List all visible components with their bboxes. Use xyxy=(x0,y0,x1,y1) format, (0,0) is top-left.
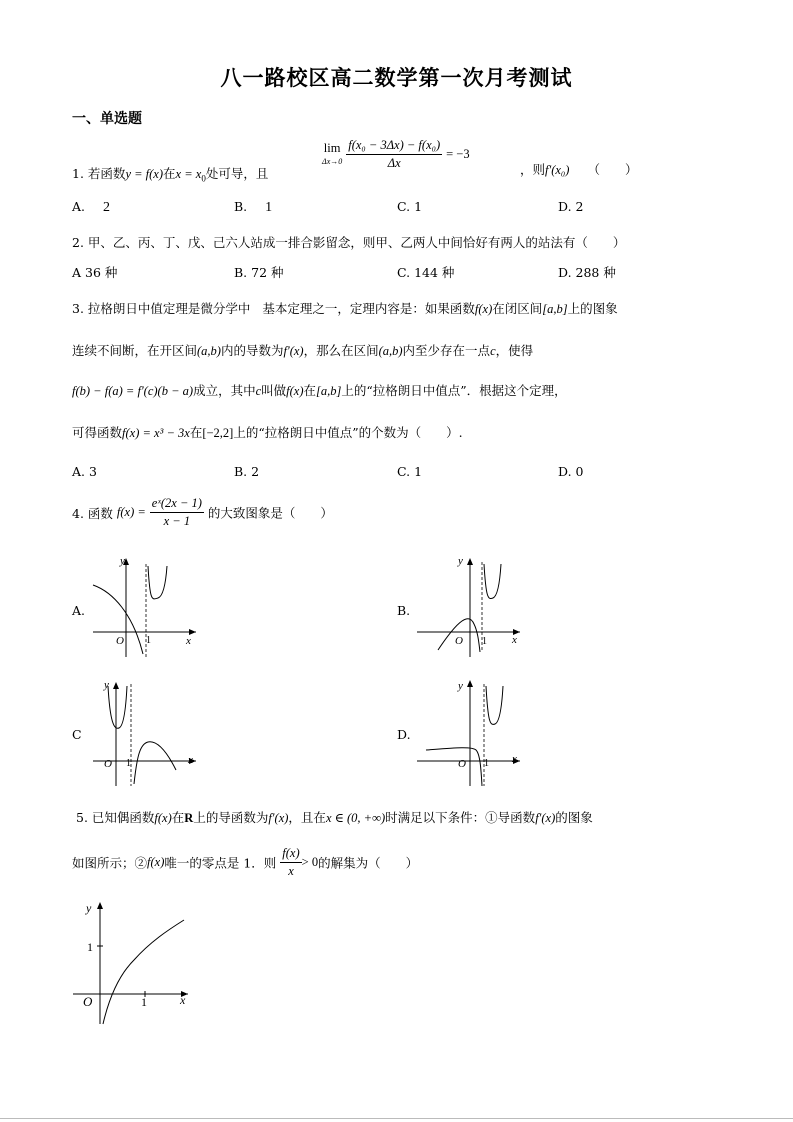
q4-graph-b xyxy=(412,552,527,662)
q1-limit-denominator: Δx xyxy=(387,156,401,170)
q4b-y-label: y xyxy=(458,555,463,567)
q2-text: 2. 甲、乙、丙、丁、戊、己六人站成一排合影留念，则甲、乙两人中间恰好有两人的站法有（ ） xyxy=(72,235,626,250)
q1-option-a-value: 2 xyxy=(103,200,110,215)
q4c-one: 1 xyxy=(126,758,131,769)
page-title: 八一路校区高二数学第一次月考测试 xyxy=(220,65,573,90)
q4-option-d[interactable]: D. xyxy=(397,727,411,742)
q4-graph-c xyxy=(88,676,203,791)
q4-option-b[interactable]: B. xyxy=(397,603,411,618)
q4-line: 4. 函数 f(x) = $\frac{\text{eˣ(2x − 1)}}{x - 1}$ 的大致图象是（ ） xyxy=(72,496,333,528)
q1-limit-value: = −3 xyxy=(446,147,470,161)
q1-number: 1. xyxy=(72,166,84,181)
q5-x-tick: 1 xyxy=(141,995,147,1009)
q3-line-3: f(b) − f(a) = f′(c)(b − a)成立，其中c叫做f(x)在[a,b]上的“拉格朗日中值点”．根据这个定理， xyxy=(72,383,567,398)
q1-option-c[interactable]: C. 1 xyxy=(397,199,423,214)
q1-lim-sub: Δx→0 xyxy=(322,157,343,166)
q2-option-b[interactable]: B. 72 种 xyxy=(234,265,284,280)
q4c-origin: O xyxy=(104,758,112,770)
q4c-x-label: x xyxy=(188,754,193,766)
q3-line-1: 3. 拉格朗日中值定理是微分学中 基本定理之一，定理内容是：如果函数f(x)在闭区间[a,b]上的图象 xyxy=(72,301,618,316)
q1-limit xyxy=(322,138,470,171)
q1-option-b-value: 1 xyxy=(265,200,273,215)
q1-option-b[interactable]: B. 1 xyxy=(234,199,273,215)
q4b-origin: O xyxy=(455,635,463,647)
q3-option-b[interactable]: B. 2 xyxy=(234,464,260,479)
q3-line-2: 连续不间断，在开区间(a,b)内的导数为f′(x)，那么在区间(a,b)内至少存在一点c，使得 xyxy=(72,343,534,358)
q3-option-a[interactable]: A. 3 xyxy=(72,464,97,479)
q1-line: 1. 若函数y = f(x)在$x = x_0$处可导，且 xyxy=(72,166,269,184)
q5-line-2: 如图所示；②f(x)唯一的零点是 1．则 $\frac{f(x)}{x}$ > 0的解集为（ ） xyxy=(72,846,419,878)
q5-x-label: x xyxy=(180,993,186,1007)
q1-option-a[interactable]: A. 2 xyxy=(72,199,110,215)
q1-option-d[interactable]: D. 2 xyxy=(558,199,584,214)
q2-option-a[interactable]: A 36 种 xyxy=(72,265,118,280)
q1-text-2: 在 xyxy=(163,166,176,181)
q4d-y-label: y xyxy=(458,680,463,692)
q4d-origin: O xyxy=(458,758,466,770)
q4-graph-d xyxy=(412,676,527,791)
q5-graph xyxy=(68,898,198,1030)
q5-origin: O xyxy=(83,994,93,1009)
q1-formula-1: y = f(x) xyxy=(125,167,164,181)
q1-text-4: ，则 xyxy=(520,162,546,177)
q5-y-tick: 1 xyxy=(87,940,93,954)
q4c-y-label: y xyxy=(104,679,109,691)
q3-option-c[interactable]: C. 1 xyxy=(397,464,423,479)
q4a-x-label: x xyxy=(186,635,191,647)
q4-option-a[interactable]: A. xyxy=(72,603,86,618)
q4-option-c[interactable]: C xyxy=(72,727,82,742)
q1-paren: （ ） xyxy=(587,162,638,177)
q5-numerator: f(x) xyxy=(280,846,301,863)
q4a-one: 1 xyxy=(146,635,151,646)
q3-line-4: 可得函数f(x) = x³ − 3x在[−2,2]上的“拉格朗日中值点”的个数为（ ）. xyxy=(72,425,463,440)
q5-line-1: 5. 已知偶函数f(x)在R上的导函数为f′(x)，且在x ∈ (0, +∞)时满足以下条件：①导函数f′(x)的图象 xyxy=(76,810,593,825)
q4d-x-label: x xyxy=(512,753,517,765)
q4a-y-label: y xyxy=(120,555,125,567)
q3-option-d[interactable]: D. 0 xyxy=(558,464,584,479)
q2-option-d[interactable]: D. 288 种 xyxy=(558,265,616,280)
q4-denominator: x − 1 xyxy=(163,514,191,528)
section-heading: 一、单选题 xyxy=(72,111,142,127)
q1-text-1: 若函数 xyxy=(87,166,126,181)
q1-lim: lim xyxy=(323,141,341,155)
q2-option-c[interactable]: C. 144 种 xyxy=(397,265,455,280)
q5-denominator: x xyxy=(288,864,294,878)
q1-limit-numerator: f(x₀ − 3Δx) − f(x₀) xyxy=(346,138,442,155)
q5-y-label: y xyxy=(86,901,92,915)
q4a-origin: O xyxy=(116,635,124,647)
q4d-one: 1 xyxy=(484,758,489,769)
q1-formula-2: x = x xyxy=(175,167,202,181)
q4-graph-a xyxy=(88,552,203,662)
q4b-one: 1 xyxy=(482,636,487,647)
q1-tail xyxy=(520,160,637,178)
q1-text-3: 处可导，且 xyxy=(205,166,269,181)
q4-numerator: eˣ(2x − 1) xyxy=(150,496,204,513)
page-bottom-rule xyxy=(0,1118,793,1119)
q4b-x-label: x xyxy=(512,634,517,646)
q1-formula-3: f′(x₀) xyxy=(545,163,570,177)
